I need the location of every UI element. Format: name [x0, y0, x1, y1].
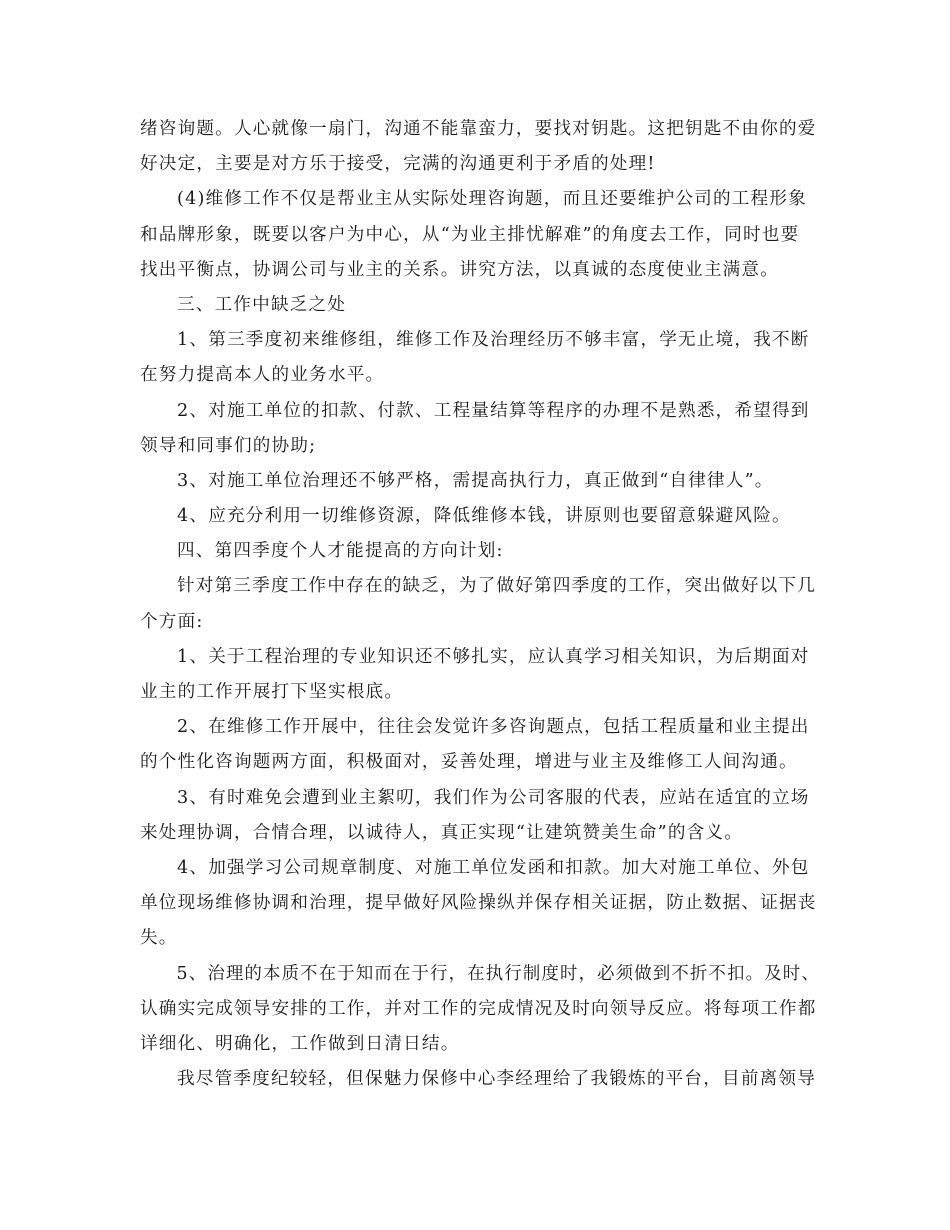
text-line: 详细化、明确化，工作做到日清日结。 [140, 1033, 460, 1054]
text-line: 四、第四季度个人才能提高的方向计划: [177, 541, 504, 562]
text-line: 2、在维修工作开展中，往往会发觉许多咨询题点，包括工程质量和业主提出 [177, 717, 810, 738]
text-line: 单位现场维修协调和治理，提早做好风险操纵并保存相关证据，防止数据、证据丧 [140, 893, 817, 914]
text-line: (4)维修工作不仅是帮业主从实际处理咨询题，而且还要维护公司的工程形象 [177, 189, 807, 210]
text-line: 4、加强学习公司规章制度、对施工单位发函和扣款。加大对施工单位、外包 [177, 857, 810, 878]
text-line: 5、治理的本质不在于知而在于行，在执行制度时，必须做到不折不扣。及时、 [176, 963, 820, 984]
text-line: 1、第三季度初来维修组，维修工作及治理经历不够丰富，学无止境，我不断 [177, 330, 810, 351]
text-line: 个方面: [140, 611, 204, 632]
text-line: 针对第三季度工作中存在的缺乏，为了做好第四季度的工作，突出做好以下几 [177, 576, 816, 597]
text-line: 找出平衡点，协调公司与业主的关系。讲究方法，以真诚的态度使业主满意。 [140, 259, 779, 280]
text-line: 1、关于工程治理的专业知识还不够扎实，应认真学习相关知识，为后期面对 [177, 646, 810, 667]
text-line: 业主的工作开展打下坚实根底。 [140, 682, 404, 702]
text-line: 4、应充分利用一切维修资源，降低维修本钱，讲原则也要留意躲避风险。 [177, 506, 791, 527]
text-line: 的个性化咨询题两方面，积极面对，妥善处理，增进与业主及维修工人间沟通。 [140, 752, 798, 773]
text-line: 3、对施工单位治理还不够严格，需提高执行力，真正做到“自律律人”。 [177, 470, 774, 491]
text-line: 失。 [140, 928, 178, 949]
text-line: 2、对施工单位的扣款、付款、工程量结算等程序的办理不是熟悉，希望得到 [177, 400, 810, 421]
text-line: 我尽管季度纪较轻，但保魅力保修中心李经理给了我锻炼的平台，目前离领导 [177, 1069, 816, 1090]
text-line: 三、工作中缺乏之处 [177, 294, 347, 315]
text-line: 来处理协调，合情合理，以诚待人，真正实现“让建筑赞美生命”的含义。 [140, 822, 743, 843]
text-line: 和品牌形象，既要以客户为中心，从“为业主排忧解难”的角度去工作，同时也要 [140, 224, 800, 245]
text-line: 领导和同事们的协助; [140, 435, 317, 456]
text-line: 好决定，主要是对方乐于接受，完满的沟通更利于矛盾的处理! [140, 154, 656, 175]
text-line: 3、有时难免会遭到业主絮叨，我们作为公司客服的代表，应站在适宜的立场 [177, 787, 810, 808]
text-line: 认确实完成领导安排的工作，并对工作的完成情况及时向领导反应。将每项工作都 [140, 998, 817, 1019]
document-body [140, 112, 820, 1097]
text-line: 在努力提高本人的业务水平。 [140, 365, 385, 386]
text-line: 绪咨询题。人心就像一扇门，沟通不能靠蛮力，要找对钥匙。这把钥匙不由你的爱 [140, 119, 817, 139]
